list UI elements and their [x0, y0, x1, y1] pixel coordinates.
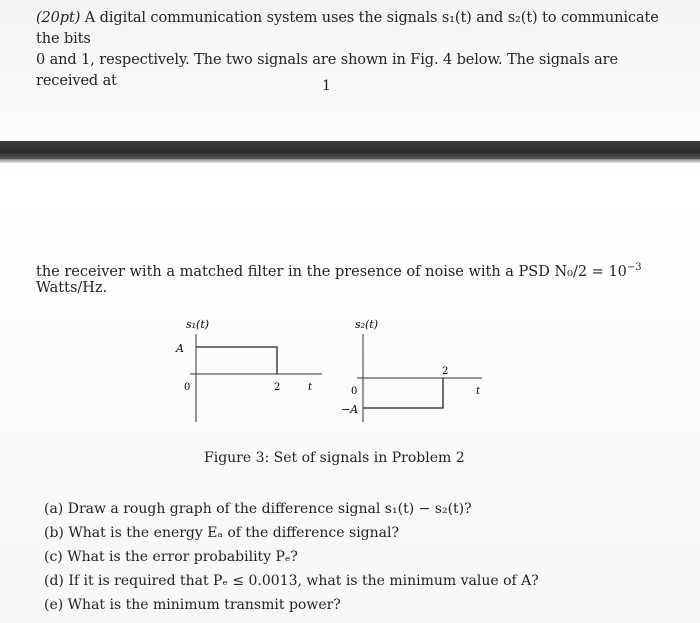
figure-caption: Figure 3: Set of signals in Problem 2 [204, 450, 465, 466]
question-list [44, 497, 664, 617]
problem-line-2: 0 and 1, respectively. The two signals are shown in Fig. 4 below. The signals are received at [36, 52, 618, 89]
s2-axis-label: t [476, 386, 481, 397]
s1-tick-label: 2 [274, 382, 281, 393]
psd-units: Watts/Hz. [36, 279, 108, 296]
s2-tick-label: 2 [442, 366, 449, 377]
s2-pulse [363, 378, 443, 408]
psd-exponent: −3 [626, 262, 642, 273]
s2-plot [341, 318, 482, 422]
s2-origin-label: 0 [351, 386, 358, 397]
s2-label: s₂(t) [355, 318, 379, 331]
problem-intro [36, 8, 676, 92]
s2-amplitude-label: −A [341, 403, 359, 416]
problem-line-1: A digital communication system uses the signals s₁(t) and s₂(t) to communicate the bits [36, 10, 659, 47]
s1-label: s₁(t) [186, 318, 210, 331]
s1-origin-label: 0 [184, 382, 191, 393]
problem-points: (20pt) [36, 10, 81, 26]
s1-pulse [196, 347, 277, 374]
s1-plot [175, 318, 322, 422]
question-e: (e) What is the minimum transmit power? [44, 597, 341, 613]
s1-axis-label: t [308, 382, 313, 393]
page-number: 1 [322, 78, 331, 94]
problem-line-3 [36, 262, 686, 296]
page-break-shadow [0, 159, 700, 163]
question-a: (a) Draw a rough graph of the difference signal s₁(t) − s₂(t)? [44, 501, 472, 517]
signals-figure [150, 312, 510, 427]
s1-amplitude-label: A [176, 342, 184, 355]
question-b: (b) What is the energy Eₐ of the difference signal? [44, 525, 399, 541]
psd-text: the receiver with a matched filter in the presence of noise with a PSD N₀/2 = 10 [36, 263, 627, 280]
page-break-band [0, 141, 700, 159]
question-c: (c) What is the error probability Pₑ? [44, 549, 298, 565]
question-d: (d) If it is required that Pₑ ≤ 0.0013, what is the minimum value of A? [44, 573, 539, 589]
